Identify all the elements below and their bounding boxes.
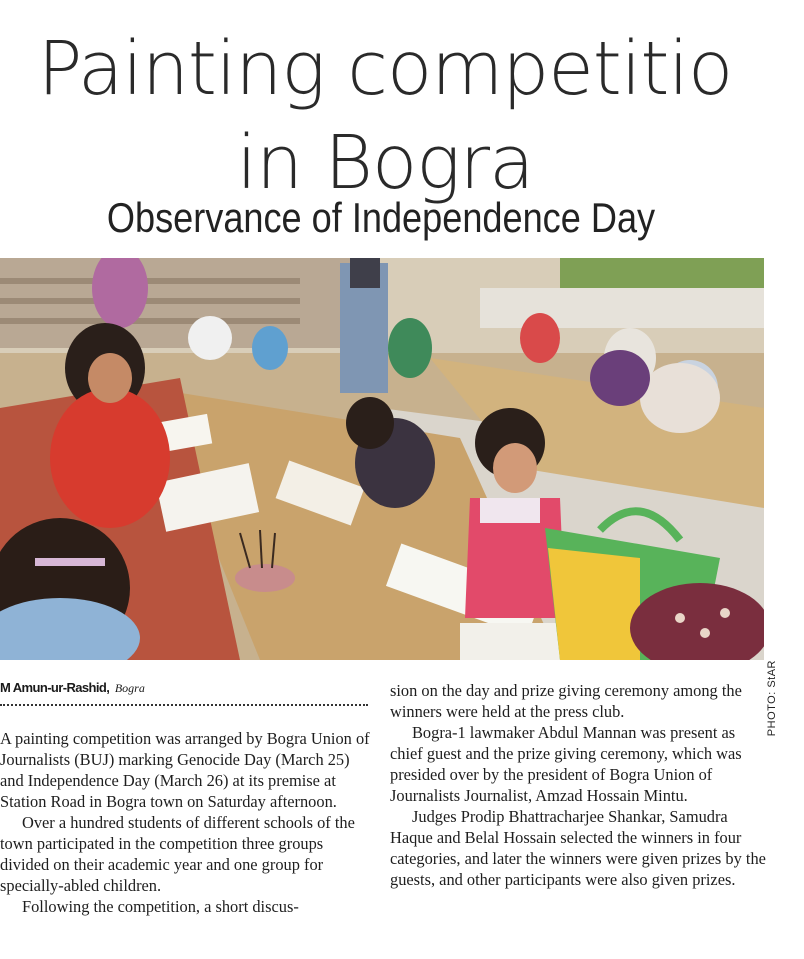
headline-line-2: in Bogra — [236, 120, 534, 206]
article-column-2 — [390, 680, 770, 890]
headline — [0, 22, 770, 210]
article-paragraph: Over a hundred students of different schools of the town participated in the competition three groups divided on their academic year and one group for specially-abled children. — [0, 813, 355, 895]
article-paragraph: Judges Prodip Bhattracharjee Shankar, Samudra Haque and Belal Hossain selected the winners in four categories, and later the winners were given prizes by the guests, and other participants were also given prizes. — [390, 807, 766, 889]
article-paragraph: A painting competition was arranged by Bogra Union of Journalists (BUJ) marking Genocide Day (March 25) and Independence Day (March 26) at its premise at Station Road in Bogra town on Saturday afternoon. — [0, 729, 370, 811]
headline-line-1: Painting competitio — [37, 26, 733, 112]
article-paragraph: Following the competition, a short discus- — [22, 897, 299, 916]
subheadline: Observance of Independence Day — [106, 194, 656, 241]
article-photo — [0, 258, 764, 660]
byline-location: Bogra — [114, 681, 145, 695]
photo-credit-text: PHOTO: StAR — [766, 660, 778, 737]
article-column-1 — [0, 728, 372, 917]
article-paragraph: Bogra-1 lawmaker Abdul Mannan was present as chief guest and the prize giving ceremony, which was presided over by the president of Bogra Union of Journalists Journalist, Amzad Hossain Mintu. — [390, 723, 742, 805]
article-paragraph: sion on the day and prize giving ceremony among the winners were held at the press club. — [390, 681, 742, 721]
children-painting-illustration — [0, 258, 764, 660]
byline — [0, 680, 145, 696]
byline-name: M Amun-ur-Rashid, — [0, 680, 110, 695]
byline-divider — [0, 704, 368, 706]
